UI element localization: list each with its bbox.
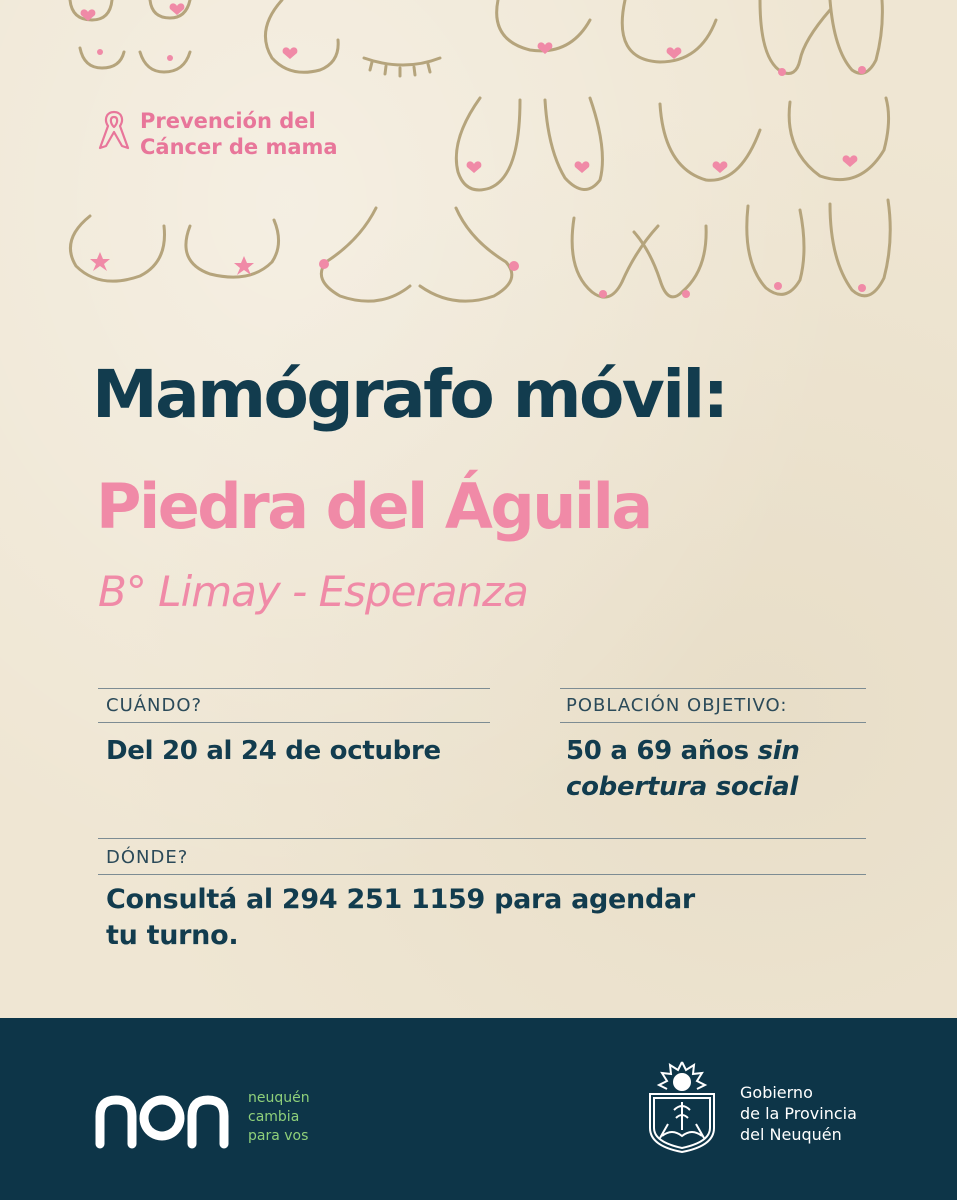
where-line-1: Consultá al 294 251 1159 para agendar xyxy=(106,884,695,915)
when-label: CUÁNDO? xyxy=(106,695,203,716)
campaign-brand xyxy=(96,108,338,160)
divider xyxy=(560,688,866,689)
campaign-line-1: Prevención del xyxy=(140,109,316,133)
where-line-2: tu turno. xyxy=(106,920,239,951)
population-label: POBLACIÓN OBJETIVO: xyxy=(566,695,788,716)
population-value-regular: 50 a 69 años xyxy=(566,736,758,766)
population-value-italic: sin xyxy=(757,736,800,766)
divider xyxy=(98,874,866,875)
tagline-line-2: cambia xyxy=(248,1109,300,1125)
tagline-line-1: neuquén xyxy=(248,1090,310,1106)
divider xyxy=(98,722,490,723)
campaign-line-2: Cáncer de mama xyxy=(140,135,338,159)
government-name xyxy=(740,1082,857,1145)
divider xyxy=(560,722,866,723)
non-tagline xyxy=(248,1089,310,1146)
headline-barrio: B° Limay - Esperanza xyxy=(98,567,528,616)
population-value xyxy=(566,733,800,805)
where-value xyxy=(106,882,695,954)
divider xyxy=(98,838,866,839)
tagline-line-3: para vos xyxy=(248,1128,309,1144)
non-logo xyxy=(92,1090,232,1150)
neuquen-crest-icon xyxy=(640,1058,724,1156)
when-value: Del 20 al 24 de octubre xyxy=(106,736,441,766)
divider xyxy=(98,688,490,689)
population-value-line2: cobertura social xyxy=(566,772,799,802)
government-line-2: de la Provincia xyxy=(740,1104,857,1123)
government-line-3: del Neuquén xyxy=(740,1125,842,1144)
headline-title: Mamógrafo móvil: xyxy=(92,356,727,433)
government-line-1: Gobierno xyxy=(740,1083,813,1102)
where-label: DÓNDE? xyxy=(106,847,189,868)
breast-illustrations xyxy=(0,0,957,320)
headline-city: Piedra del Águila xyxy=(96,470,651,543)
pink-ribbon-icon xyxy=(96,108,132,152)
